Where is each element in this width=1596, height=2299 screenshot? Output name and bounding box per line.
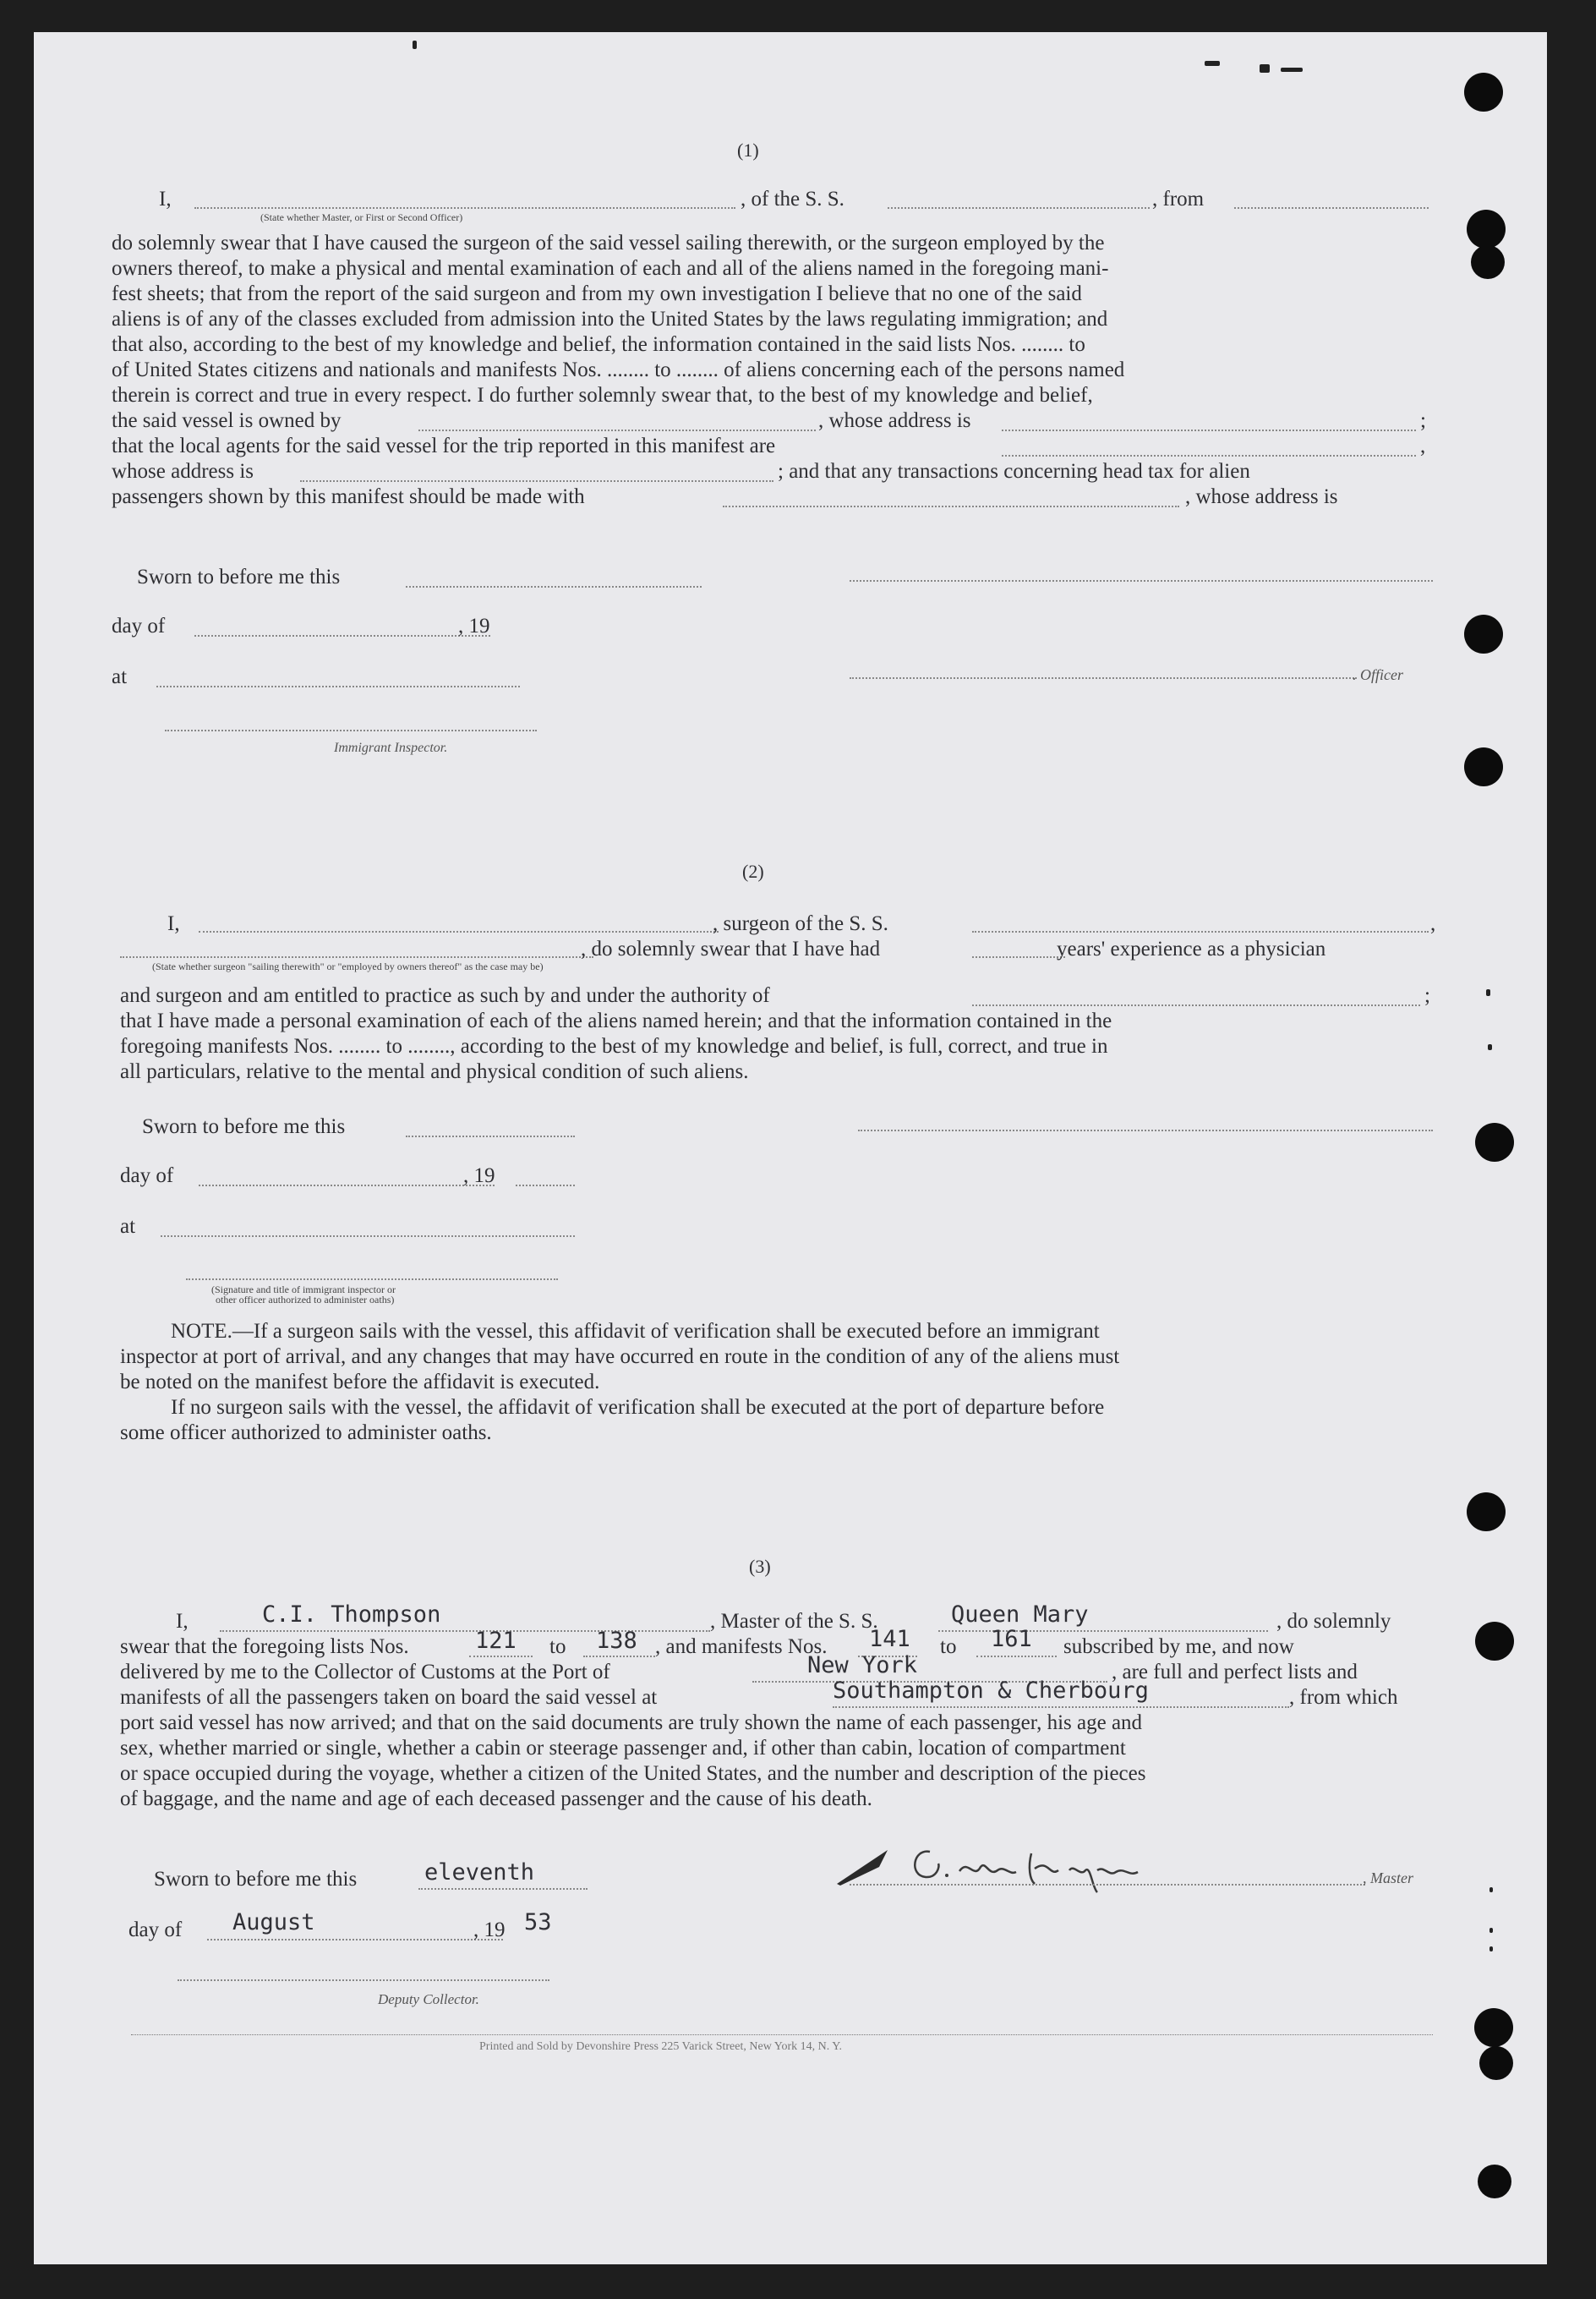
binder-hole [1474, 2008, 1513, 2047]
section-2-experience: , do solemnly swear that I have had [581, 938, 881, 961]
section-2-note: If no surgeon sails with the vessel, the affidavit of verification shall be executed at the port of departure before [171, 1396, 1105, 1419]
section-1-line: of United States citizens and nationals and manifests Nos. ........ to ........ of aliens concerning each of the persons named [112, 359, 1125, 381]
section-1-whose-address-2: , whose address is [1185, 485, 1338, 508]
sworn-month: August [232, 1909, 315, 1935]
section-2-note: NOTE.—If a surgeon sails with the vessel, this affidavit of verification shall be executed before an immigrant [171, 1320, 1100, 1343]
section-2-state-caption: (State whether surgeon "sailing therewith" or "employed by owners thereof" as the case may be) [152, 961, 544, 972]
section-3-master-of: , Master of the S. S. [710, 1610, 878, 1633]
section-1-from-label: , from [1152, 188, 1205, 211]
section-1-ss-label: , of the S. S. [741, 188, 844, 211]
section-2-sig-caption-2: other officer authorized to administer oaths) [216, 1294, 395, 1306]
section-2-note: inspector at port of arrival, and any changes that may have occurred en route in the condition of any of the aliens must [120, 1345, 1120, 1368]
section-3-number: (3) [749, 1556, 771, 1577]
binder-hole [1475, 1123, 1514, 1162]
section-1-line: therein is correct and true in every respect. I do further solemnly swear that, to the best of my knowledge and belief, [112, 384, 1093, 407]
binder-hole [1479, 2046, 1513, 2080]
binder-hole [1464, 747, 1503, 786]
manifest-to: 161 [991, 1626, 1032, 1652]
section-1-i: I, [159, 188, 172, 211]
binder-hole [1475, 1622, 1514, 1661]
binder-hole [1464, 73, 1503, 112]
section-2-line: all particulars, relative to the mental and physical condition of such aliens. [120, 1060, 749, 1083]
section-1-at: at [112, 665, 128, 688]
section-2-sworn: Sworn to before me this [142, 1115, 346, 1138]
section-1-number: (1) [737, 140, 759, 161]
section-1-passengers: passengers shown by this manifest should be made with [112, 485, 585, 508]
section-3-are-full: , are full and perfect lists and [1112, 1661, 1358, 1683]
section-3-subscribed: subscribed by me, and now [1063, 1635, 1294, 1658]
section-1-whose-address-label: whose address is [112, 460, 254, 483]
section-1-state-caption: (State whether Master, or First or Second Officer) [260, 211, 463, 223]
binder-hole [1467, 1492, 1506, 1531]
section-3-manifests: , and manifests Nos. [655, 1635, 828, 1658]
section-1-line: fest sheets; that from the report of the said surgeon and from my own investigation I believe that no one of the said [112, 282, 1082, 305]
master-label: , Master [1363, 1869, 1413, 1886]
section-2-note: be noted on the manifest before the affidavit is executed. [120, 1371, 600, 1393]
printer-footer: Printed and Sold by Devonshire Press 225 Varick Street, New York 14, N. Y. [479, 2040, 843, 2053]
section-1-year: , 19 [458, 615, 490, 638]
section-2-number: (2) [742, 861, 764, 882]
section-3-day-of: day of [128, 1919, 183, 1941]
section-3-manifests-of: manifests of all the passengers taken on board the said vessel at [120, 1686, 658, 1709]
section-1-sworn: Sworn to before me this [137, 566, 341, 588]
section-3-line: port said vessel has now arrived; and that on the said documents are truly shown the name of each passenger, his age and [120, 1711, 1143, 1734]
section-2-at: at [120, 1215, 136, 1238]
section-1-whose-address: , whose address is [818, 409, 971, 432]
section-1-day-of: day of [112, 615, 166, 638]
list-to: 138 [596, 1628, 637, 1654]
section-1-officer: . Officer [1353, 666, 1403, 683]
section-2-note: some officer authorized to administer oaths. [120, 1421, 492, 1444]
section-1-inspector-caption: Immigrant Inspector. [334, 741, 448, 755]
section-3-swear-lists: swear that the foregoing lists Nos. [120, 1635, 409, 1658]
binder-hole [1471, 245, 1505, 279]
section-3-year-prefix: , 19 [473, 1919, 506, 1941]
deputy-collector-caption: Deputy Collector. [378, 1991, 479, 2007]
section-3-line: of baggage, and the name and age of each deceased passenger and the cause of his death. [120, 1787, 872, 1810]
manifest-from: 141 [869, 1626, 910, 1652]
master-signature [828, 1833, 1251, 1901]
master-name: C.I. Thompson [262, 1601, 441, 1628]
list-from: 121 [475, 1628, 517, 1654]
section-2-day-of: day of [120, 1164, 174, 1187]
section-2-line: and surgeon and am entitled to practice as such by and under the authority of [120, 984, 770, 1007]
section-3-line: sex, whether married or single, whether a cabin or steerage passenger and, if other than cabin, location of compartment [120, 1737, 1126, 1760]
section-1-head-tax: ; and that any transactions concerning head tax for alien [778, 460, 1250, 483]
section-2-year: , 19 [463, 1164, 495, 1187]
section-1-line: that also, according to the best of my knowledge and belief, the information contained in the said lists Nos. ........ to [112, 333, 1085, 356]
binder-hole [1467, 210, 1506, 249]
section-2-sig-caption-1: (Signature and title of immigrant inspector or [211, 1284, 396, 1295]
origin-ports: Southampton & Cherbourg [833, 1678, 1149, 1704]
sworn-year: 53 [524, 1909, 552, 1935]
section-3-solemnly: , do solemnly [1276, 1610, 1391, 1633]
section-2-surgeon-label: , surgeon of the S. S. [713, 912, 888, 935]
section-1-line: owners thereof, to make a physical and mental examination of each and all of the aliens named in the foregoing mani- [112, 257, 1109, 280]
section-2-line: foregoing manifests Nos. ........ to ........, according to the best of my knowledge and belief, is full, correct, and true in [120, 1035, 1108, 1058]
manifest-page: (1) I, , of the S. S. , from (State whether Master, or First or Second Officer) do solemnly swear that I have caused the surgeon of the said vessel sailing therewith, or the surgeon employed by the owners thereof, to make a physical and mental examination of each and all of the aliens named in the foregoing mani- fest sheets; that from the report of the said surgeon and from my own investigation I believe that no one of the said aliens is of any of the classes excluded from admission into the United States by the laws regulating immigration; and that also, according to the best of my knowledge and belief, the information contained in the said lists Nos. ........ to of United States citizens and nationals and manifests Nos. ........ to ........ of aliens concerning each of the persons named therein is correct and true in every respect. I do further solemnly swear that, to the best of my knowledge and belief, the said vessel is owned by , whose address is ; that the local agents for the said vessel for the trip reported in this manifest are , whose address is ; and that any transactions concerning head tax for alien passengers shown by this manifest should be made with , whose address is Sworn to before me this day of , 19 at . Officer Immigrant Inspector. (2) I, , surgeon of the S. S. , , do solemnly swear that I have had years' experience as a physician (State whether surgeon "sailing therewith" or "employed by owners thereof" as the case may be) and surgeon and am entitled to practice as such by and under the authority of ; that I have made a personal examination of each of the aliens named herein; and that the information contained in the foregoing manifests Nos. ........ to ........, according to the best of my knowledge and belief, is full, correct, and true in all particulars, relative to the mental and physical condition of such aliens. Sworn to before me this day of , 19 at (Signature and title of immigrant inspector or other officer authorized to administer oaths) NOTE.—If a surgeon sails with the vessel, this affidavit of verification shall be executed before an immigrant inspector at port of arrival, and any changes that may have occurred en route in the condition of any of the aliens must be noted on the manifest before the affidavit is executed. If no surgeon sails with the vessel, the affidavit of verification shall be executed at the port of departure before some officer authorized to administer oaths. (3) I, C.I. Thompson , Master of the S. S. Queen Mary , do solemnly swear that the foregoing lists Nos. 121 to 138 , and manifests Nos. 141 to 161 subscribed by me, and now delivered by me to the Collector of Customs at the Port of New York , are full and perfect lists and manifests of all the passengers taken on board the said vessel at Southampton & Cherbourg , from which port said vessel has now arrived; and that on the said documents are truly shown the name of each passenger, his age and sex, whether married or single, whether a cabin or steerage passenger and, if other than cabin, location of compartment or space occupied during the voyage, whether a citizen of the United States, and the number and description of the pieces of baggage, and the name and age of each deceased passenger and the cause of his death. Sworn to before me this eleventh , Master day of August , 19 53 Deputy Collector. Printed and Sold by Devonshire Press 225 Varick Street, New York 14, N. Y. [34, 32, 1547, 2264]
section-1-line: aliens is of any of the classes excluded from admission into the United States by the laws regulating immigration; and [112, 308, 1108, 331]
sworn-day: eleventh [424, 1859, 535, 1886]
port-name: New York [807, 1652, 918, 1678]
section-3-i: I, [176, 1610, 189, 1633]
ship-name: Queen Mary [951, 1601, 1089, 1628]
section-3-from-which: , from which [1289, 1686, 1398, 1709]
binder-hole [1464, 615, 1503, 654]
section-2-years: years' experience as a physician [1057, 938, 1326, 961]
section-2-i: I, [167, 912, 180, 935]
section-3-delivered: delivered by me to the Collector of Customs at the Port of [120, 1661, 610, 1683]
section-1-local-agents: that the local agents for the said vessel for the trip reported in this manifest are [112, 435, 776, 457]
section-1-owned-by: the said vessel is owned by [112, 409, 342, 432]
section-2-line: that I have made a personal examination of each of the aliens named herein; and that the information contained in the [120, 1010, 1112, 1032]
binder-hole [1478, 2165, 1511, 2198]
section-1-line: do solemnly swear that I have caused the surgeon of the said vessel sailing therewith, or the surgeon employed by the [112, 232, 1105, 255]
section-3-sworn: Sworn to before me this [154, 1868, 358, 1891]
section-3-line: or space occupied during the voyage, whether a citizen of the United States, and the number and description of the pieces [120, 1762, 1146, 1785]
